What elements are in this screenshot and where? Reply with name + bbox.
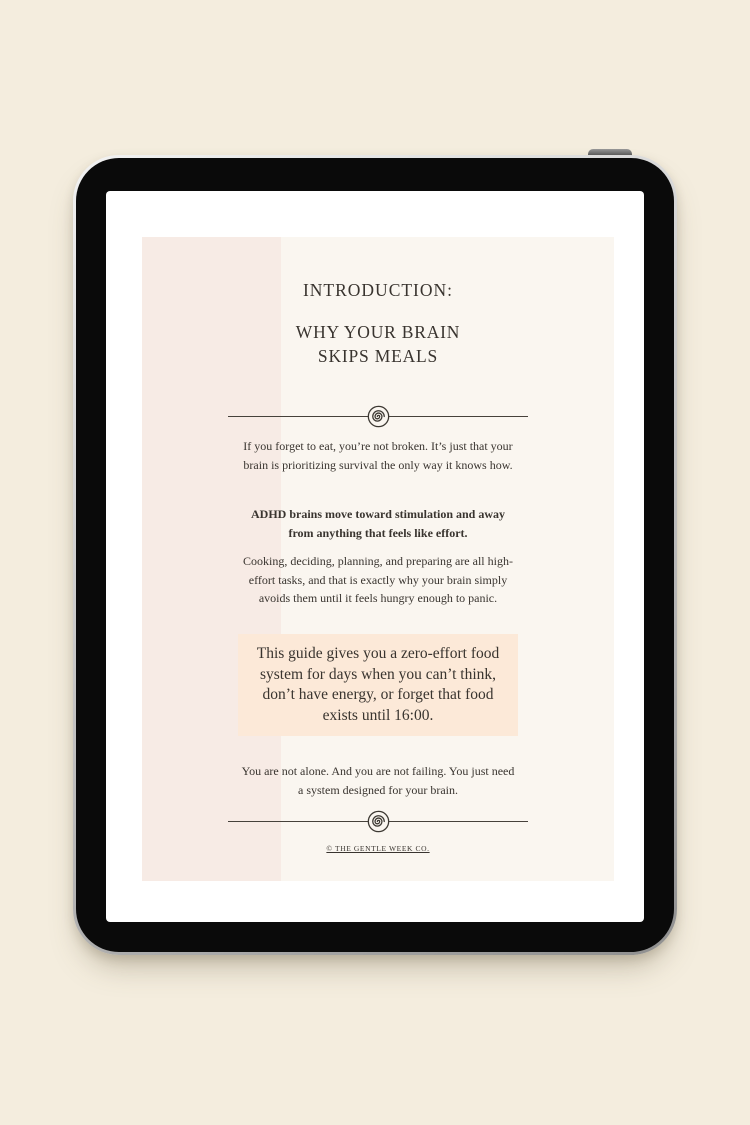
paragraph-emphasis: ADHD brains move toward stimulation and away from anything that feels like effort.: [250, 507, 505, 540]
divider-line: [228, 416, 368, 417]
ornament-divider-bottom: [142, 810, 614, 832]
paragraph-closing: You are not alone. And you are not failing. You just need a system designed for your brain.: [241, 764, 515, 797]
page-title: INTRODUCTION:: [302, 280, 454, 300]
page-subtitle-line1: WHY YOUR BRAIN: [295, 322, 461, 342]
footer-brand-link[interactable]: © THE GENTLE WEEK CO.: [326, 844, 430, 853]
highlight-text: This guide gives you a zero-effort food system for days when you can’t think, don’t have energy, or forget that food exists until 16:00.: [256, 645, 500, 724]
paragraph-tasks: Cooking, deciding, planning, and preparing are all high-effort tasks, and that is exactly why your brain simply avoids them until it feels hungry enough to panic.: [243, 554, 513, 605]
footer: [142, 844, 614, 853]
tablet-bezel: [76, 158, 674, 952]
page-subtitle: [142, 321, 614, 368]
paragraph-intro: If you forget to eat, you’re not broken. It’s just that your brain is prioritizing survival the only way it knows how.: [243, 439, 513, 472]
spiral-icon: [367, 405, 390, 428]
highlight-callout: [238, 634, 518, 736]
tablet-screen: [106, 191, 644, 922]
ornament-divider-top: [142, 405, 614, 427]
divider-line: [389, 821, 529, 822]
document-page: [142, 237, 614, 881]
spiral-icon: [367, 810, 390, 833]
tablet-device: [73, 155, 677, 955]
page-subtitle-line2: SKIPS MEALS: [317, 345, 439, 366]
divider-line: [389, 416, 529, 417]
divider-line: [228, 821, 368, 822]
